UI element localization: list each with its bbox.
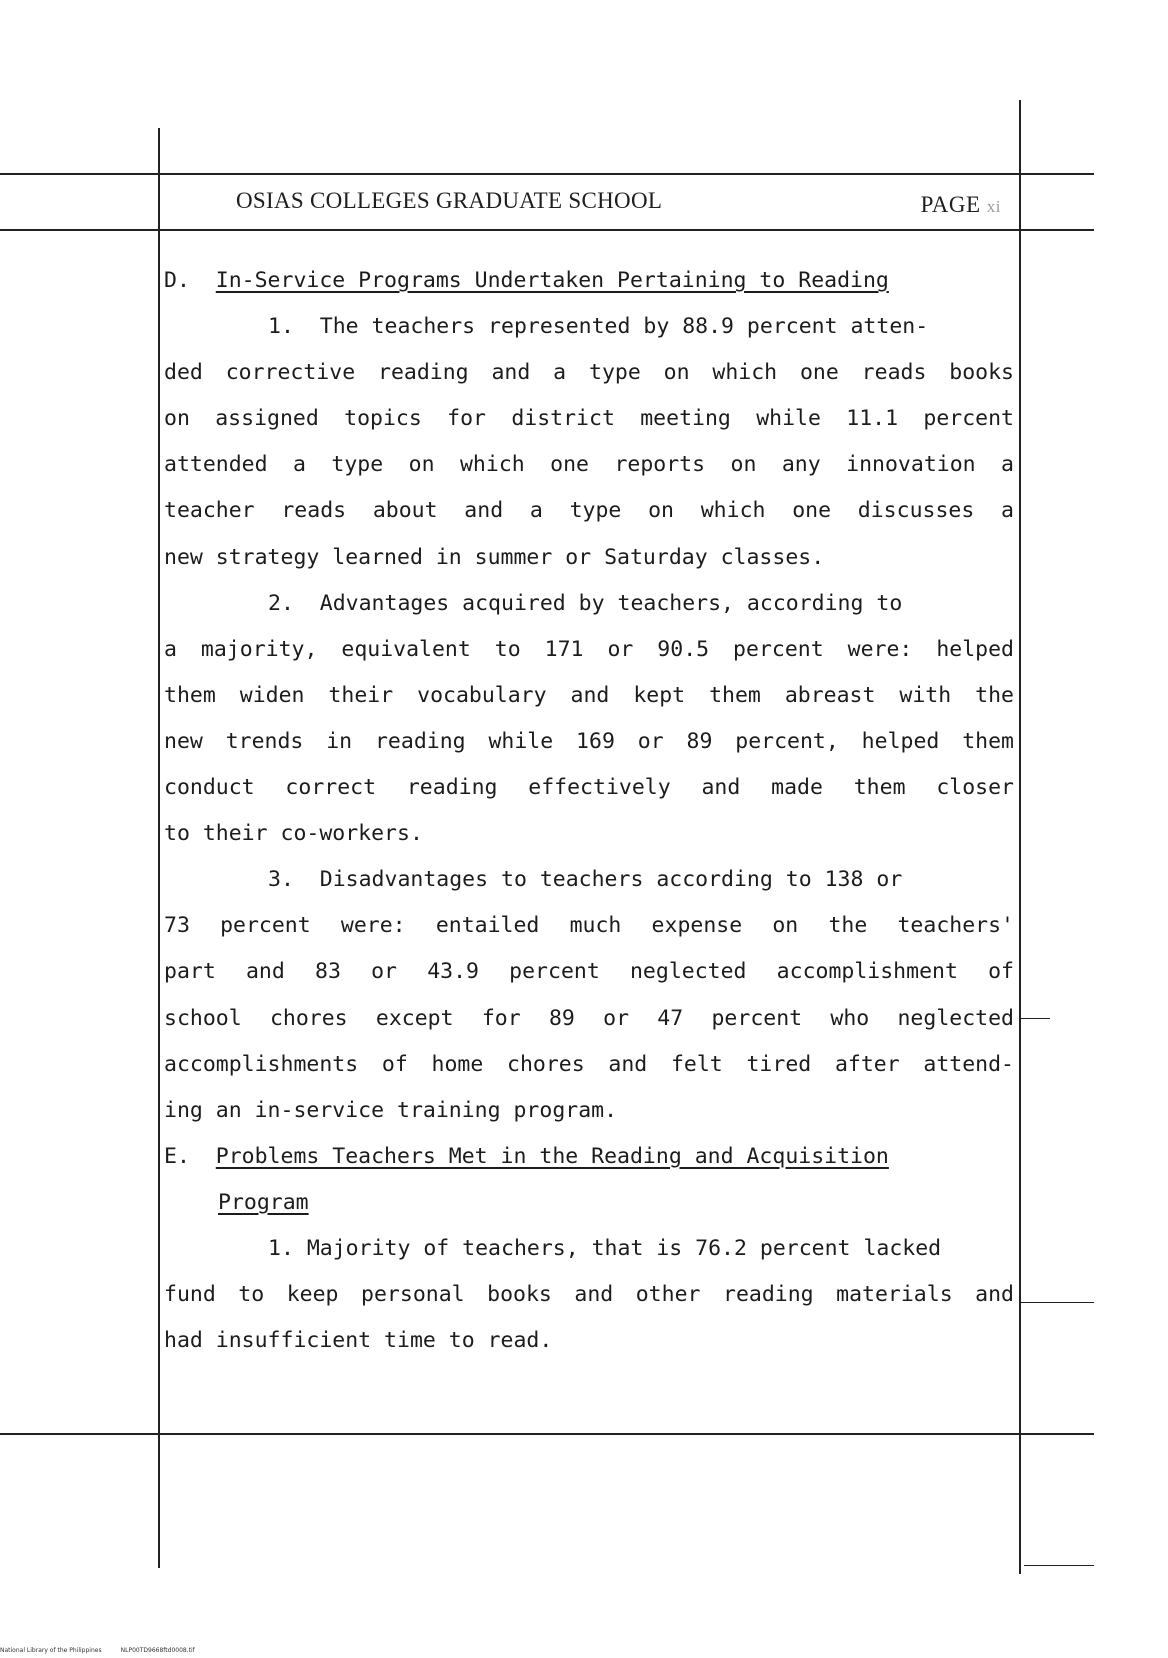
item-number: 1. — [268, 314, 294, 340]
paragraph-line: had insufficient time to read. — [164, 1328, 553, 1354]
margin-tick-right-2 — [1020, 1302, 1094, 1303]
section-e-title-cont: Program — [218, 1189, 309, 1215]
paragraph-line: ded corrective reading and a type on which one reads books — [164, 360, 1014, 386]
paragraph-line: Majority of teachers, that is 76.2 percent lacked — [306, 1235, 942, 1261]
section-d-letter: D. — [164, 268, 190, 293]
item-number: 1. — [268, 1235, 294, 1261]
paragraph-line: them widen their vocabulary and kept them abreast with the — [164, 682, 1014, 708]
paragraph-line: school chores except for 89 or 47 percent who neglected — [164, 1005, 1014, 1031]
paragraph-line: a majority, equivalent to 171 or 90.5 percent were: helped — [164, 636, 1014, 662]
bottom-rule — [0, 1433, 1094, 1435]
paragraph-line: to their co-workers. — [164, 821, 423, 847]
paragraph-line: The teachers represented by 88.9 percent atten- — [319, 314, 929, 340]
section-e-heading — [164, 1134, 1014, 1226]
page-number: xi — [986, 197, 1001, 216]
page-header — [236, 184, 1011, 224]
header-bottom-rule — [0, 229, 1094, 231]
section-d-item-3 — [164, 857, 1014, 1134]
paragraph-line: teacher reads about and a type on which one discusses a — [164, 498, 1014, 524]
left-margin-rule — [158, 128, 160, 1568]
paragraph-line: new strategy learned in summer or Saturday classes. — [164, 544, 825, 570]
right-margin-rule — [1019, 100, 1021, 1574]
paragraph-line: Disadvantages to teachers according to 138 or — [319, 867, 903, 893]
margin-tick-right-1 — [1020, 1018, 1050, 1019]
section-d-title: In-Service Programs Undertaken Pertaining to Reading — [215, 268, 889, 293]
paragraph-line: attended a type on which one reports on any innovation a — [164, 452, 1014, 478]
section-e-title: Problems Teachers Met in the Reading and Acquisition — [215, 1143, 889, 1169]
item-number: 3. — [268, 867, 294, 893]
page-label: PAGE — [920, 192, 981, 217]
scan-filename: NLP00TD9668ftd0008.tif — [120, 1647, 195, 1654]
page-label-group — [921, 192, 1001, 218]
paragraph-line: ing an in-service training program. — [164, 1097, 618, 1123]
scan-footer — [0, 1647, 195, 1654]
section-d-item-2 — [164, 581, 1014, 858]
paragraph-line: part and 83 or 43.9 percent neglected accomplishment of — [164, 959, 1014, 985]
document-body — [164, 258, 1014, 1364]
paragraph-line: conduct correct reading effectively and made them closer — [164, 775, 1014, 801]
paragraph-line: new trends in reading while 169 or 89 percent, helped them — [164, 728, 1014, 754]
section-e-letter: E. — [164, 1143, 190, 1169]
paragraph-line: 73 percent were: entailed much expense on the teachers' — [164, 913, 1014, 939]
item-number: 2. — [268, 590, 294, 616]
paragraph-line: on assigned topics for district meeting while 11.1 percent — [164, 406, 1014, 432]
section-d-heading — [164, 258, 1014, 304]
paragraph-line: Advantages acquired by teachers, according to — [319, 590, 903, 616]
margin-tick-right-3 — [1024, 1565, 1094, 1566]
library-credit: National Library of the Philippines — [0, 1647, 102, 1654]
section-d-item-1 — [164, 304, 1014, 581]
top-rule — [0, 173, 1094, 175]
paragraph-line: accomplishments of home chores and felt tired after attend- — [164, 1051, 1014, 1077]
paragraph-line: fund to keep personal books and other reading materials and — [164, 1282, 1014, 1308]
school-name: OSIAS COLLEGES GRADUATE SCHOOL — [236, 188, 663, 213]
section-e-item-1 — [164, 1226, 1014, 1364]
